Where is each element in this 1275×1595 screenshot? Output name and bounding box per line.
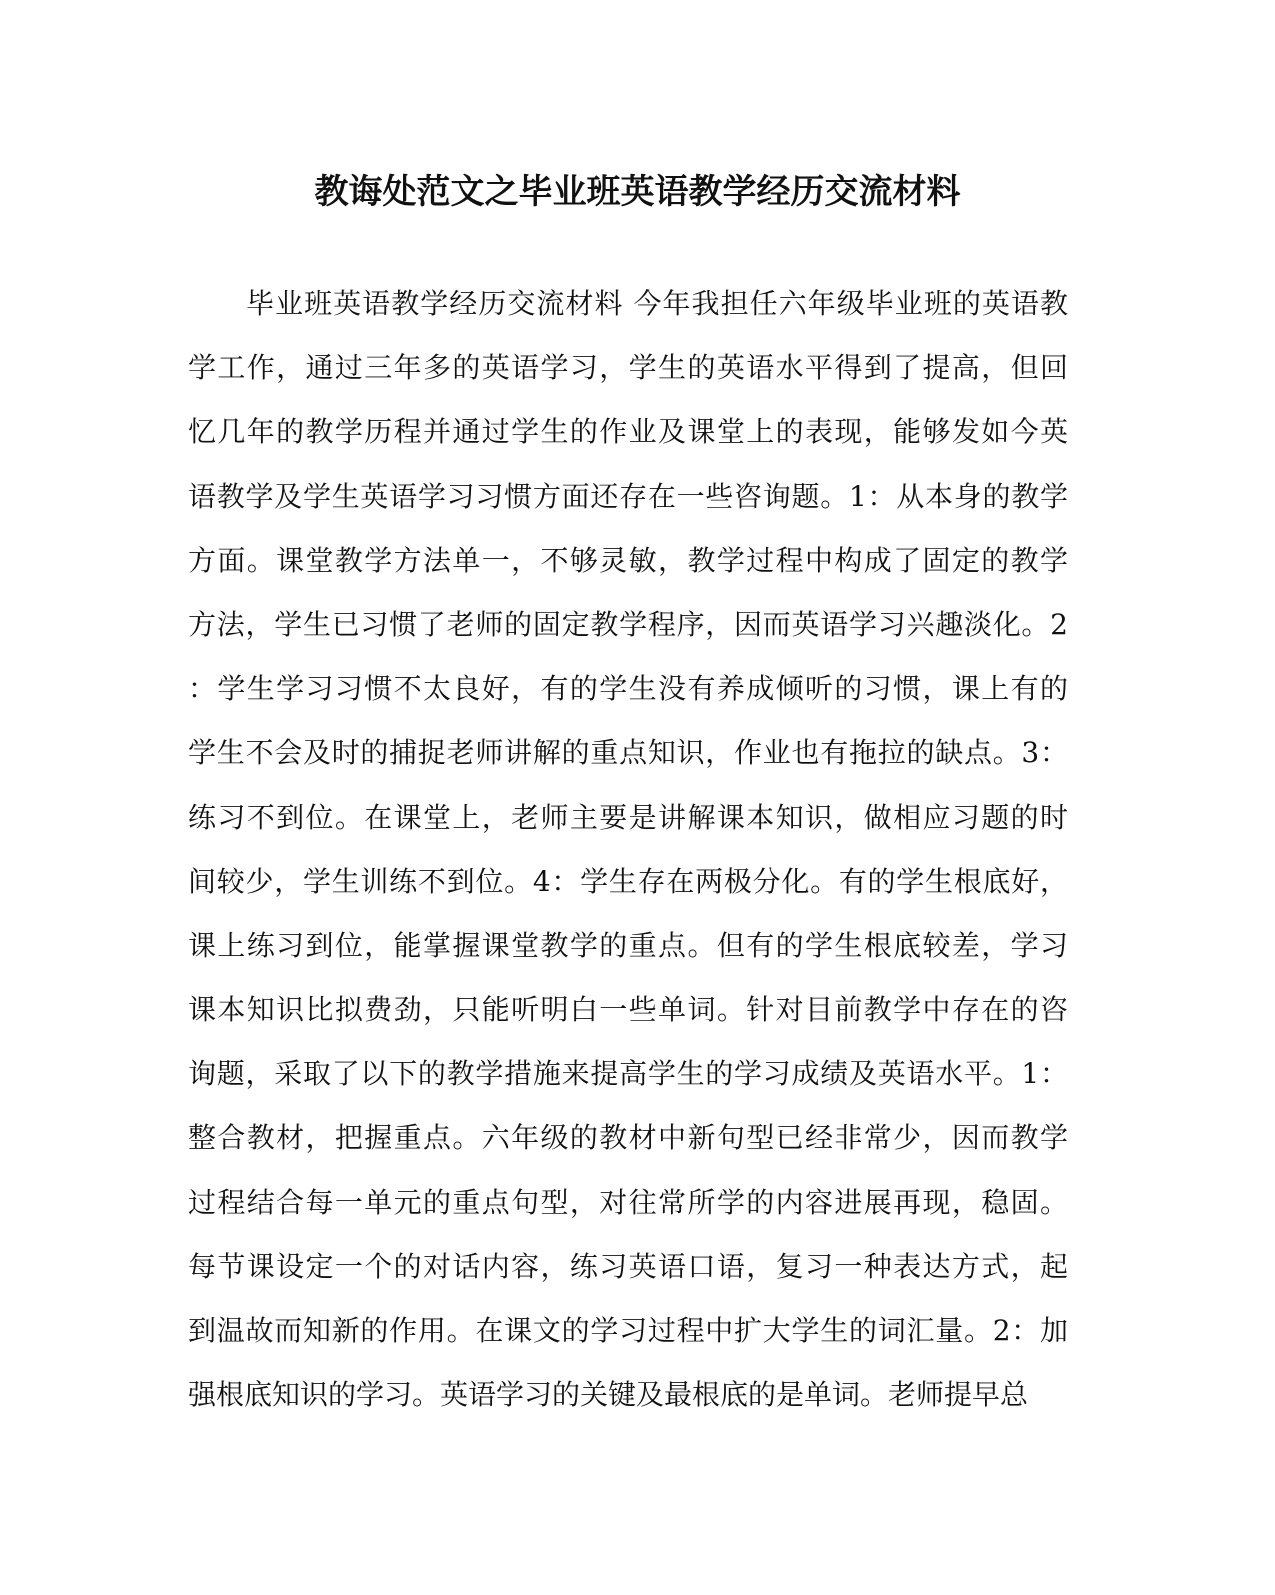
body-line: 每节课设定一个的对话内容，练习英语口语，复习一种表达方式，起 [188,1249,1068,1283]
body-line: 毕业班英语教学经历交流材料 今年我担任六年级毕业班的英语教 [246,287,1068,320]
body-line: 忆几年的教学历程并通过学生的作业及课堂上的表现，能够发如今英 [188,415,1068,449]
body-line: 方面。课堂教学方法单一，不够灵敏，教学过程中构成了固定的教学 [188,543,1068,577]
body-line: 到温故而知新的作用。在课文的学习过程中扩大学生的词汇量。2：加 [188,1314,1068,1347]
body-line: ：学生学习习惯不太良好，有的学生没有养成倾听的习惯，课上有的 [188,672,1068,706]
body-line: 间较少，学生训练不到位。4：学生存在两极分化。有的学生根底好， [188,864,1068,898]
body-line: 课本知识比拟费劲，只能听明白一些单词。针对目前教学中存在的咨 [188,993,1068,1027]
body-line: 询题，采取了以下的教学措施来提高学生的学习成绩及英语水平。1： [188,1057,1068,1091]
body-line: 整合教材，把握重点。六年级的教材中新句型已经非常少，因而教学 [188,1121,1068,1155]
body-line: 课上练习到位，能掌握课堂教学的重点。但有的学生根底较差，学习 [188,928,1068,962]
body-line: 学工作，通过三年多的英语学习，学生的英语水平得到了提高，但回 [188,351,1068,385]
body-line: 学生不会及时的捕捉老师讲解的重点知识，作业也有拖拉的缺点。3： [188,736,1068,770]
document-body [188,272,1068,1427]
document-title: 教诲处范文之毕业班英语教学经历交流材料 [314,172,961,212]
body-line: 方法，学生已习惯了老师的固定教学程序，因而英语学习兴趣淡化。2 [188,607,1068,641]
body-line: 语教学及学生英语学习习惯方面还存在一些咨询题。1：从本身的教学 [188,479,1068,513]
body-line: 强根底知识的学习。英语学习的关键及最根底的是单词。老师提早总 [188,1378,1029,1412]
body-line: 练习不到位。在课堂上，老师主要是讲解课本知识，做相应习题的时 [188,800,1068,834]
body-line: 过程结合每一单元的重点句型，对往常所学的内容进展再现，稳固。 [188,1185,1068,1219]
